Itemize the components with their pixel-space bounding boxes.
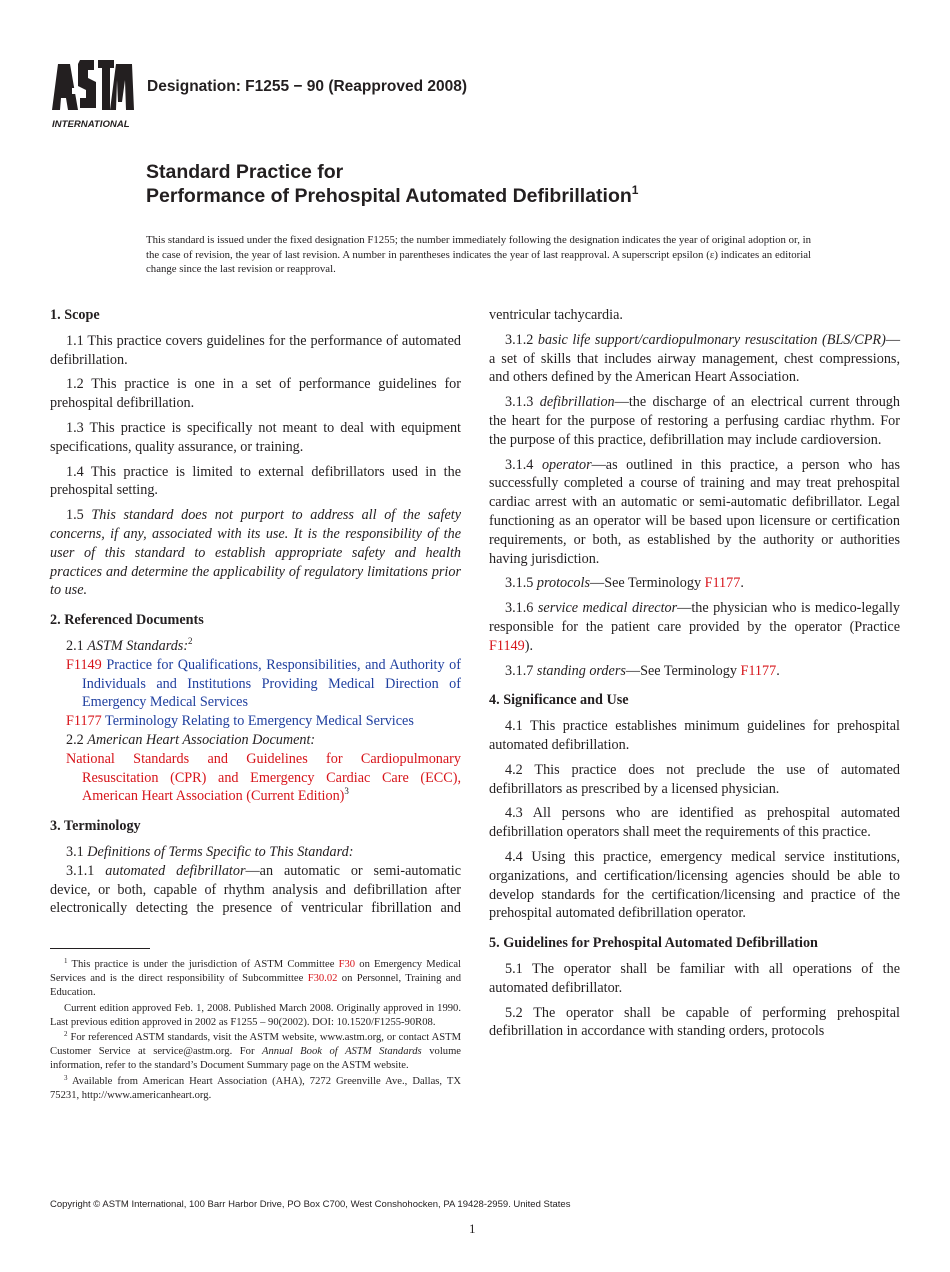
para-2-1: 2.1 ASTM Standards:$^2$ — [66, 635, 193, 654]
para-1-3: 1.3 This practice is specifically not meant to deal with equipment specifications, quality assurance, or training. — [50, 419, 461, 455]
footnotes — [50, 958, 461, 1104]
para-1-2: 1.2 This practice is one in a set of performance guidelines for prehospital defibrillation. — [50, 376, 461, 412]
ref-f1177[interactable]: F1177 Terminology Relating to Emergency Medical Services — [66, 713, 414, 730]
term-3-1-4: 3.1.4 operator—as outlined in this practice, a person who has successfully completed a course of training and may treat prehospital cardiac arrest with an automatic or semi-automatic defibrillator. Legal functioning as an operator will be based upon licensure or certification requirements, or both, as established by the authority or authorities having jurisdiction. — [489, 456, 900, 567]
para-1-4: 1.4 This practice is limited to external defibrillators used in the prehospital setting. — [50, 463, 461, 499]
footnote-1-edition: Current edition approved Feb. 1, 2008. Published March 2008. Originally approved in 1990. Last previous edition approved in 2002 as F1255 – 90(2002). DOI: 10.1520/F1255-90R08. — [50, 1002, 461, 1028]
title-line-1: Standard Practice for — [146, 161, 344, 183]
link-f30-02[interactable]: F30.02 — [307, 973, 338, 985]
term-3-1-2: 3.1.2 basic life support/cardiopulmonary resuscitation (BLS/CPR)—a set of skills that includes airway management, chest compressions, and others defined by the American Heart Association. — [489, 331, 900, 386]
title-footnote-ref: 1 — [631, 183, 639, 197]
para-1-5: 1.5 This standard does not purport to address all of the safety concerns, if any, associated with its use. It is the responsibility of the user of this standard to establish appropriate safety and health practices and determine the applicability of regulatory limitations prior to use. — [50, 507, 461, 599]
title-line-2: Performance of Prehospital Automated Defibrillation$^1$ — [146, 183, 639, 207]
link-f1177[interactable]: F1177 — [704, 575, 741, 592]
para-4-2: 4.2 This practice does not preclude the use of automated defibrillators as prescribed by a licensed physician. — [489, 761, 900, 797]
standard-notice: This standard is issued under the fixed designation F1255; the number immediately following the designation indicates the year of original adoption or, in the case of revision, the year of last revision. A number in parentheses indicates the year of last reapproval. A superscript epsilon (ε) indicates an editorial change since the last revision or reapproval. — [146, 234, 811, 276]
footnote-1: $^1$ This practice is under the jurisdiction of ASTM Committee F30 on Emergency Medical Services and is the direct responsibility of Subcommittee F30.02 on Personnel, Training and Education. — [50, 957, 461, 999]
term-3-1-5: 3.1.5 protocols—See Terminology F1177. — [505, 575, 744, 592]
page-number: 1 — [469, 1221, 476, 1236]
para-3-1: 3.1 Definitions of Terms Specific to This Standard: — [66, 843, 354, 860]
para-4-4: 4.4 Using this practice, emergency medical service institutions, organizations, and certification/licensing agencies should be able to develop standards for the certification/licensing and practice of the prehospital automated defibrillation operator. — [489, 848, 900, 922]
para-5-2: 5.2 The operator shall be capable of performing prehospital defibrillation in accordance with standing orders, protocols — [489, 1004, 900, 1040]
para-2-2: 2.2 American Heart Association Document: — [66, 731, 316, 748]
section-5-heading: 5. Guidelines for Prehospital Automated Defibrillation — [489, 935, 818, 952]
link-f1149[interactable]: F1149 — [489, 637, 525, 654]
term-3-1-6: 3.1.6 service medical director—the physician who is medico-legally responsible for the patient care provided by the operator (Practice F1149). — [489, 600, 901, 654]
section-3-heading: 3. Terminology — [50, 818, 141, 835]
term-3-1-1: 3.1.1 automated defibrillator—an automatic or semi-automatic device, or both, capable of rhythm analysis and defibrillation after electronically detecting the presence of ventricular fibrillation and — [50, 862, 461, 917]
footnote-2: $^2$ For referenced ASTM standards, visit the ASTM website, www.astm.org, or contact ASTM Customer Service at service@astm.org. For Annual Book of ASTM Standards volume information, refer to the standard’s Document Summary page on the ASTM website. — [50, 1030, 462, 1072]
link-f30[interactable]: F30 — [338, 959, 356, 970]
designation: Designation: F1255 − 90 (Reapproved 2008) — [147, 78, 468, 95]
page-title — [146, 160, 638, 208]
footnote-3: $^3$ Available from American Heart Association (AHA), 7272 Greenville Ave., Dallas, TX 75231, http://www.americanheart.org. — [50, 1073, 461, 1101]
footnote-rule — [50, 948, 150, 949]
link-f1177-2[interactable]: F1177 — [740, 662, 777, 679]
copyright: Copyright © ASTM International, 100 Barr Harbor Drive, PO Box C700, West Conshohocken, PA 19428-2959. United States — [50, 1199, 571, 1210]
para-4-3: 4.3 All persons who are identified as prehospital automated defibrillation operators shall meet the requirements of this practice. — [489, 805, 900, 841]
section-1-heading: 1. Scope — [50, 307, 100, 323]
section-4-heading: 4. Significance and Use — [489, 692, 629, 709]
section-2-heading: 2. Referenced Documents — [50, 612, 204, 629]
right-column — [489, 306, 900, 1047]
term-3-1-7: 3.1.7 standing orders—See Terminology F1177. — [505, 662, 780, 679]
logo-text: INTERNATIONAL — [52, 119, 130, 130]
para-1-1: 1.1 This practice covers guidelines for the performance of automated defibrillation. — [50, 332, 461, 368]
term-3-1-1-continued: ventricular tachycardia. — [489, 307, 623, 324]
ref-aha-document[interactable]: National Standards and Guidelines for Cardiopulmonary Resuscitation (CPR) and Emergency Cardiac Care (ECC), American Heart Association (Current Edition)$^3$ — [66, 750, 461, 805]
astm-logo — [50, 58, 134, 132]
para-4-1: 4.1 This practice establishes minimum guidelines for prehospital automated defibrillation. — [489, 718, 900, 753]
term-3-1-3: 3.1.3 defibrillation—the discharge of an electrical current through the heart for the purpose of restoring a perfusing cardiac rhythm. For the purpose of this practice, defibrillation may include cardioversion. — [489, 394, 900, 448]
left-column — [50, 306, 461, 918]
ref-f1149[interactable]: F1149 Practice for Qualifications, Responsibilities, and Authority of Individuals and Institutions Providing Medical Direction of Emergency Medical Services — [66, 656, 461, 711]
para-5-1: 5.1 The operator shall be familiar with all operations of the automated defibrillator. — [489, 960, 900, 996]
